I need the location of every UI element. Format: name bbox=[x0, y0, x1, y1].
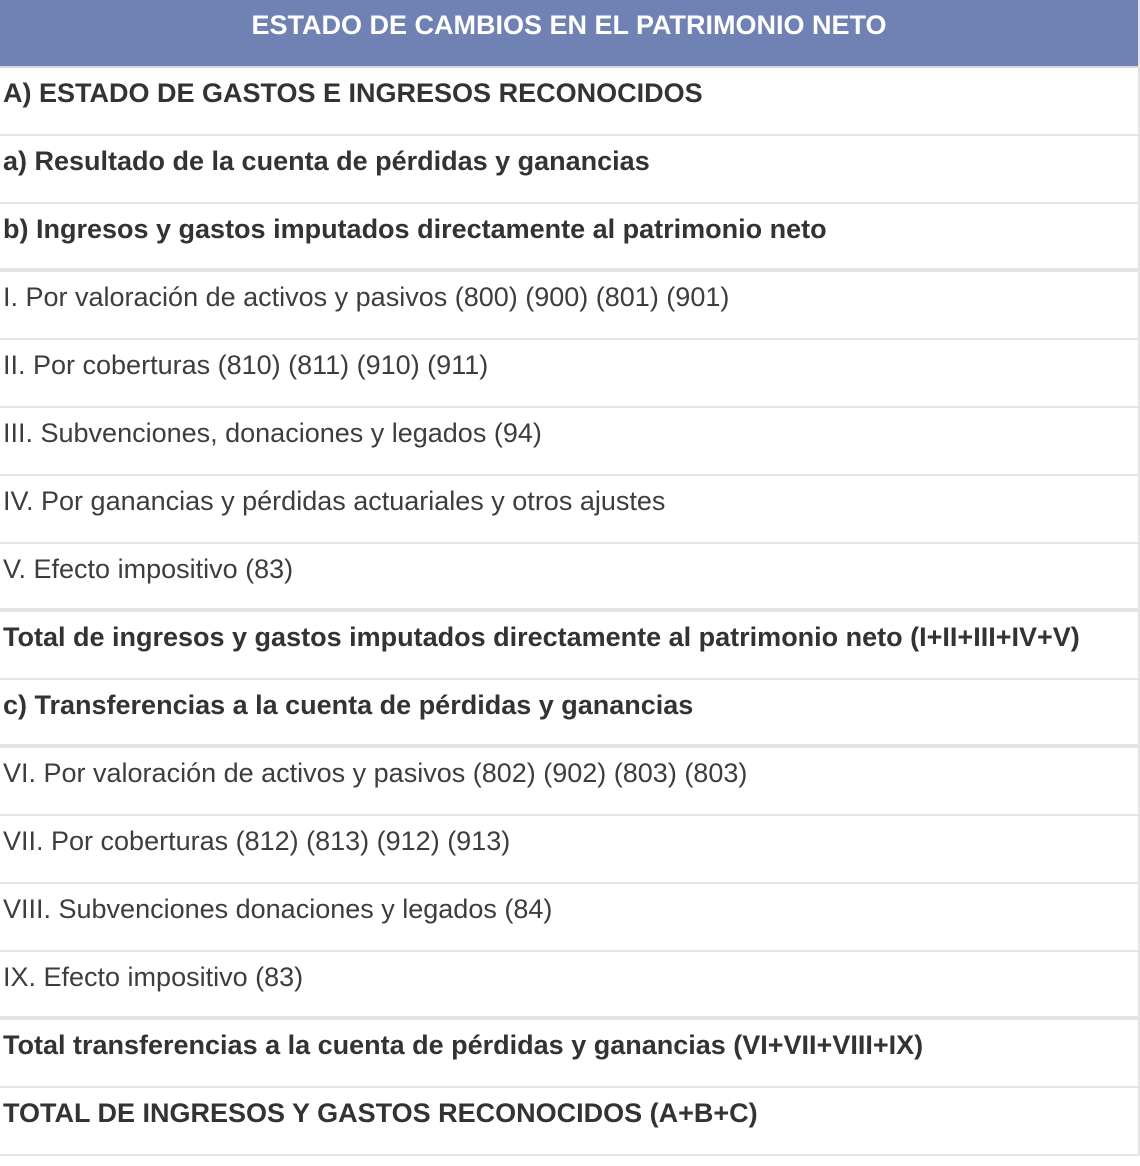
table-row: Total de ingresos y gastos imputados directamente al patrimonio neto (I+II+III+IV+V) bbox=[0, 612, 1138, 680]
table-header: ESTADO DE CAMBIOS EN EL PATRIMONIO NETO bbox=[0, 0, 1138, 68]
table-row: VI. Por valoración de activos y pasivos (802) (902) (803) (803) bbox=[0, 748, 1138, 816]
table-row: A) ESTADO DE GASTOS E INGRESOS RECONOCIDOS bbox=[0, 68, 1138, 136]
table-row: c) Transferencias a la cuenta de pérdidas y ganancias bbox=[0, 680, 1138, 748]
table-row: a) Resultado de la cuenta de pérdidas y ganancias bbox=[0, 136, 1138, 204]
table-row: b) Ingresos y gastos imputados directamente al patrimonio neto bbox=[0, 204, 1138, 272]
table-row: IV. Por ganancias y pérdidas actuariales y otros ajustes bbox=[0, 476, 1138, 544]
table-row: IX. Efecto impositivo (83) bbox=[0, 952, 1138, 1020]
table-row: II. Por coberturas (810) (811) (910) (911) bbox=[0, 340, 1138, 408]
table-row: VIII. Subvenciones donaciones y legados (84) bbox=[0, 884, 1138, 952]
table-row: III. Subvenciones, donaciones y legados (94) bbox=[0, 408, 1138, 476]
table-row: Total transferencias a la cuenta de pérdidas y ganancias (VI+VII+VIII+IX) bbox=[0, 1020, 1138, 1088]
table-row: I. Por valoración de activos y pasivos (800) (900) (801) (901) bbox=[0, 272, 1138, 340]
table-row: VII. Por coberturas (812) (813) (912) (913) bbox=[0, 816, 1138, 884]
table-row: V. Efecto impositivo (83) bbox=[0, 544, 1138, 612]
table-row: TOTAL DE INGRESOS Y GASTOS RECONOCIDOS (A+B+C) bbox=[0, 1088, 1138, 1156]
